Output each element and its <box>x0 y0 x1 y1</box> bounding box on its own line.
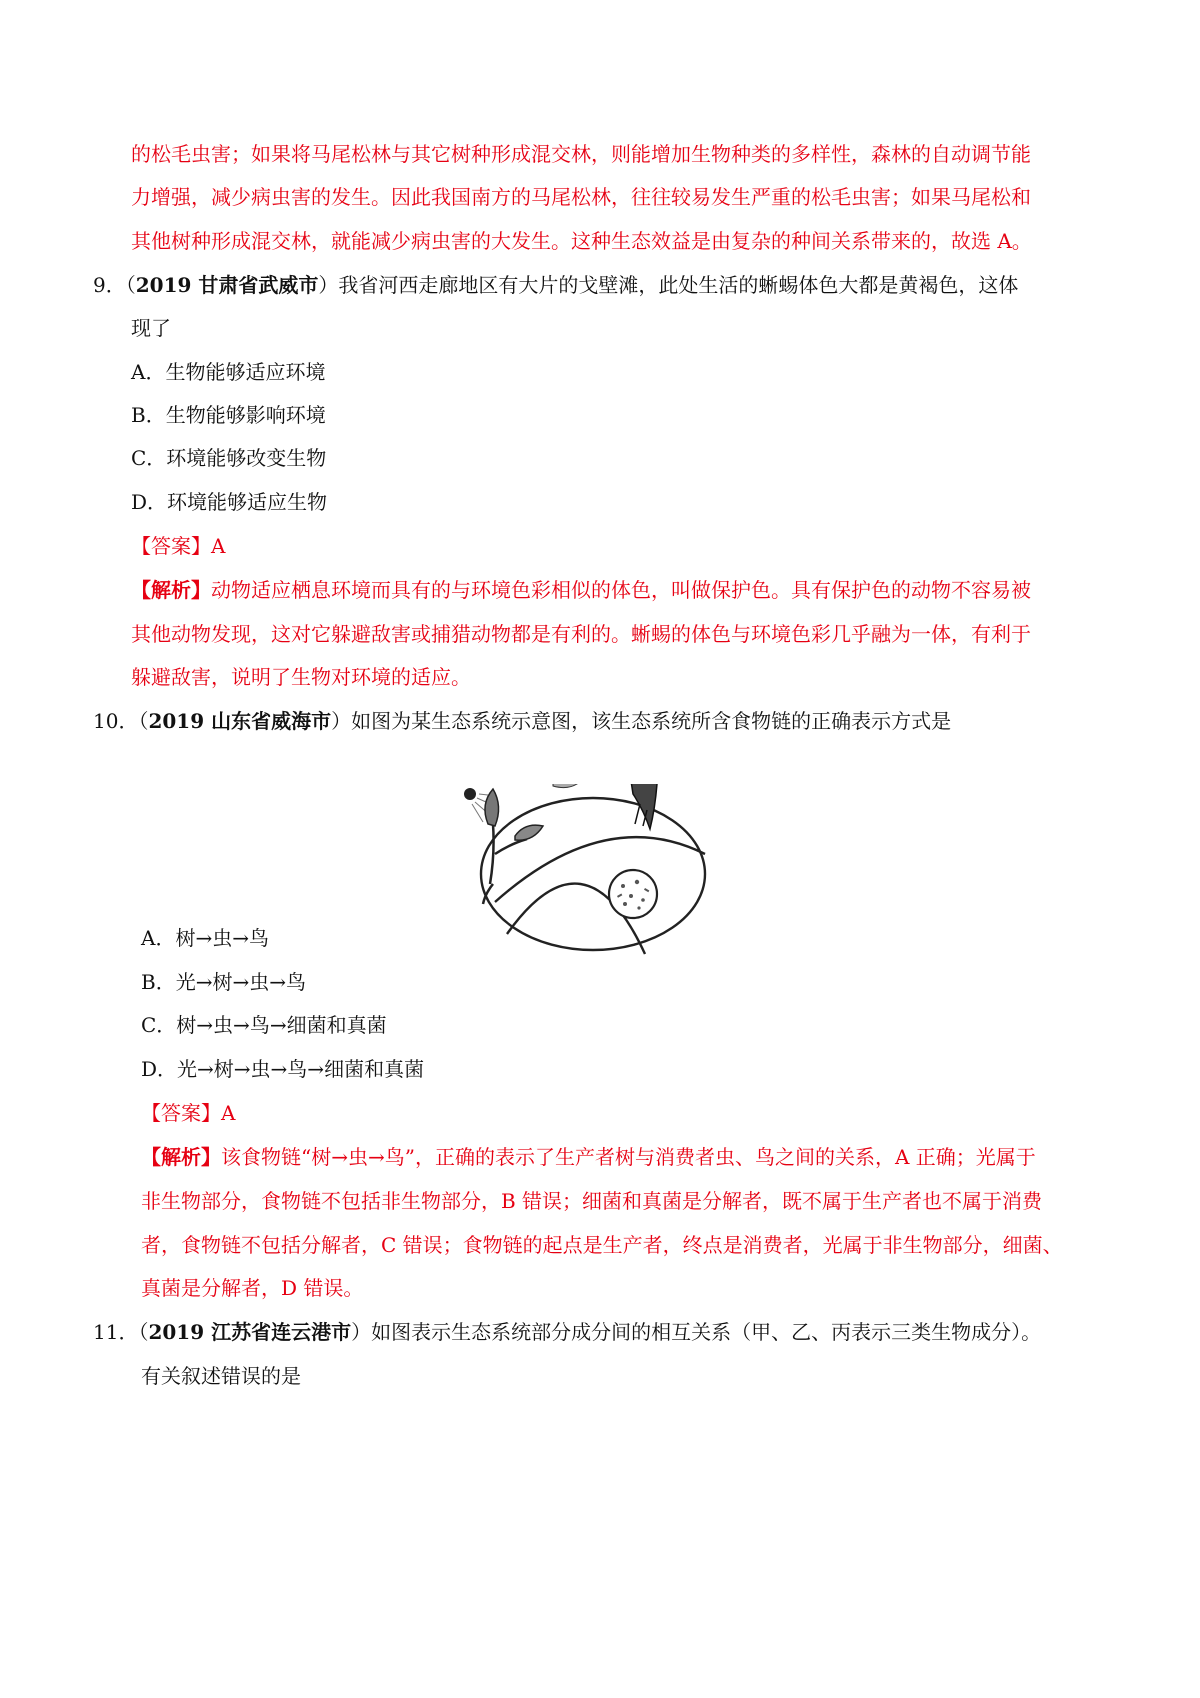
q9-analysis-label: 【解析】 <box>131 578 211 602</box>
q9-analysis-text-1: 动物适应栖息环境而具有的与环境色彩相似的体色，叫做保护色。具有保护色的动物不容易被 <box>211 578 1031 602</box>
q9-option-d: D．环境能够适应生物 <box>131 490 328 514</box>
q10-stem-text: 如图为某生态系统示意图，该生态系统所含食物链的正确表示方式是 <box>351 709 952 733</box>
q11-stem-line-1 <box>93 1318 1041 1346</box>
cycle-circle-outer <box>481 798 705 950</box>
q11-close-paren: ） <box>351 1320 372 1344</box>
bacteria-fungi-icon <box>609 870 657 918</box>
insect-icon <box>553 784 577 788</box>
q9-answer <box>131 532 225 560</box>
q10-answer-value: A <box>221 1101 236 1125</box>
q9-option-a: A．生物能够适应环境 <box>131 360 326 384</box>
q9-open-paren: （ <box>125 273 136 297</box>
q9-analysis-line-3: 躲避敌害，说明了生物对环境的适应。 <box>131 665 471 689</box>
q10-analysis-line-4: 真菌是分解者，D 错误。 <box>141 1276 364 1300</box>
q10-source: 2019 山东省威海市 <box>148 709 332 733</box>
q10-option-c: C．树→虫→鸟→细菌和真菌 <box>141 1013 387 1037</box>
q11-open-paren: （ <box>138 1320 149 1344</box>
q10-analysis-line-3: 者，食物链不包括分解者，C 错误；食物链的起点是生产者，终点是消费者，光属于非生物部分，细菌、 <box>141 1233 1063 1257</box>
q10-analysis-line-1 <box>141 1143 1036 1171</box>
q9-answer-label: 【答案】 <box>131 534 211 558</box>
q9-analysis-line-2: 其他动物发现，这对它躲避敌害或捕猎动物都是有利的。蜥蜴的体色与环境色彩几乎融为一体，有利于 <box>131 622 1031 646</box>
q10-option-d: D．光→树→虫→鸟→细菌和真菌 <box>141 1057 425 1081</box>
intro-line-3: 其他树种形成混交林，就能减少病虫害的大发生。这种生态效益是由复杂的种间关系带来的，故选 A。 <box>131 229 1032 253</box>
q10-analysis-label: 【解析】 <box>141 1145 221 1169</box>
q9-stem-line-1 <box>93 271 1018 299</box>
q10-close-paren: ） <box>331 709 352 733</box>
q9-close-paren: ） <box>318 273 339 297</box>
q10-analysis-text-1: 该食物链“树→虫→鸟”，正确的表示了生产者树与消费者虫、鸟之间的关系，A 正确；光属于 <box>221 1145 1036 1169</box>
q9-analysis-line-1 <box>131 576 1031 604</box>
q9-stem-line-2: 现了 <box>131 316 171 340</box>
q11-stem-text: 如图表示生态系统部分成分间的相互关系（甲、乙、丙表示三类生物成分）。 <box>371 1320 1042 1344</box>
q10-open-paren: （ <box>138 709 149 733</box>
q11-number: 11． <box>93 1320 139 1344</box>
q10-stem-line <box>93 707 951 735</box>
bird-icon <box>630 784 657 829</box>
q9-answer-value: A <box>211 534 226 558</box>
q10-option-b: B．光→树→虫→鸟 <box>141 970 306 994</box>
intro-line-2: 力增强，减少病虫害的发生。因此我国南方的马尾松林，往往较易发生严重的松毛虫害；如果马尾松和 <box>131 185 1031 209</box>
ecosystem-diagram <box>455 784 755 984</box>
q9-option-c: C．环境能够改变生物 <box>131 446 327 470</box>
q9-number: 9． <box>93 273 126 297</box>
q10-analysis-line-2: 非生物部分，食物链不包括非生物部分，B 错误；细菌和真菌是分解者，既不属于生产者也不属于消费 <box>141 1189 1043 1213</box>
q9-option-b: B．生物能够影响环境 <box>131 403 326 427</box>
q10-number: 10． <box>93 709 139 733</box>
q10-answer <box>141 1099 235 1127</box>
q11-stem-line-2: 有关叙述错误的是 <box>141 1364 301 1388</box>
q10-answer-label: 【答案】 <box>141 1101 221 1125</box>
q11-source: 2019 江苏省连云港市 <box>148 1320 352 1344</box>
q10-option-a: A．树→虫→鸟 <box>141 926 269 950</box>
intro-line-1: 的松毛虫害；如果将马尾松林与其它树种形成混交林，则能增加生物种类的多样性，森林的自动调节能 <box>131 142 1031 166</box>
q9-source: 2019 甘肃省武威市 <box>135 273 319 297</box>
q9-stem-text: 我省河西走廊地区有大片的戈壁滩，此处生活的蜥蜴体色大都是黄褐色，这体 <box>338 273 1019 297</box>
